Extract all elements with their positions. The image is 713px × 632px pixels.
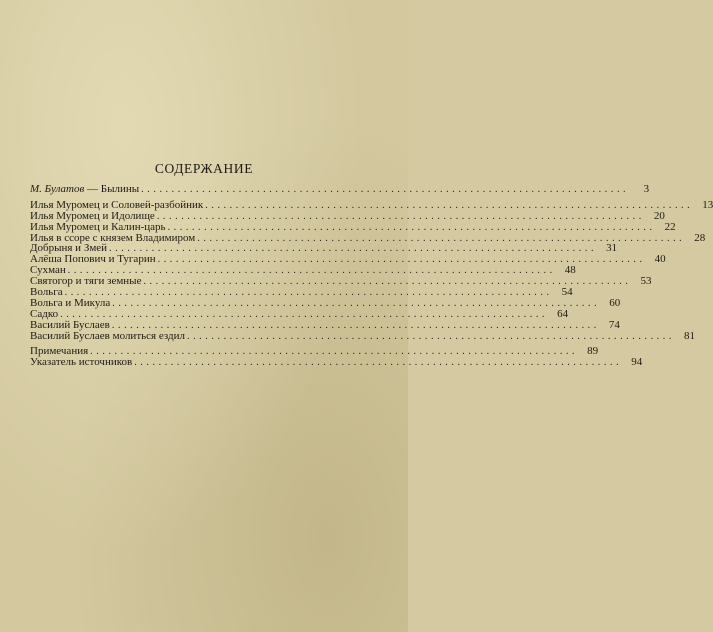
entry-title: Илья в ссоре с князем Владимиром [30,231,196,244]
page-number: 60 [609,296,621,309]
dot-leader: ................................................................................ [143,276,632,288]
dot-leader: ................................................................................ [186,330,675,342]
entry-title: Святогор и тяги земные [30,275,142,288]
toc-entry [30,296,621,309]
page-number: 13 [702,198,713,211]
entry-title: Василий Буслаев [30,318,110,331]
entry-title: Василий Буслаев молиться ездил [30,329,185,342]
table-of-contents [30,183,713,369]
entry-title: Вольга и Микула [30,296,111,309]
dot-leader: ................................................................................ [67,265,556,277]
entry-title: Примечания [30,345,89,358]
dot-leader: ................................................................................ [60,308,549,320]
toc-appendix-entry [30,356,643,369]
dot-leader: ................................................................................ [111,319,600,331]
page-number: 40 [654,253,666,266]
entry-title: Илья Муромец и Калин-царь [30,220,166,233]
page-number: 48 [564,264,576,277]
dot-leader: ................................................................................ [156,210,645,222]
dot-leader: ................................................................................ [157,254,646,266]
entry-title: Добрыня и Змей [30,242,108,255]
page-number: 3 [643,183,650,195]
toc-entry [30,275,652,288]
toc-entry [30,220,676,233]
page-number: 54 [561,286,573,299]
dot-leader: ................................................................................ [64,287,553,299]
entry-title: Вольга [30,286,63,299]
page-number: 53 [640,275,652,288]
dot-leader: ................................................................................ [109,243,598,255]
intro-title: — Былины [84,183,140,195]
entry-title: Указатель источников [30,356,133,369]
toc-entry [30,318,620,331]
dot-leader: ................................................................................ [205,199,694,211]
dot-leader: ................................................................................ [141,184,630,195]
dot-leader: ................................................................................ [197,232,686,244]
entry-title: Сухман [30,264,66,277]
entry-title: Илья Муромец и Соловей-разбойник [30,198,204,211]
author-name: М. Булатов [30,183,85,195]
toc-entry [30,253,666,266]
page-number: 22 [664,220,676,233]
toc-intro-label [30,184,141,195]
dot-leader: ................................................................................ [90,346,579,358]
dot-leader: ................................................................................ [134,357,623,369]
page-title: СОДЕРЖАНИЕ [154,161,254,176]
page-number: 28 [694,231,706,244]
entry-title: Алёша Попович и Тугарин [30,253,156,266]
page-number: 74 [608,318,620,331]
page-number: 20 [653,209,665,222]
dot-leader: ................................................................................ [112,297,601,309]
entry-title: Илья Муромец и Идолище [30,209,155,222]
entry-title: Садко [30,307,59,320]
page-number: 94 [631,356,643,369]
dot-leader: ................................................................................ [167,221,656,233]
toc-entry [30,329,695,342]
toc-intro-row [30,183,650,195]
page-number: 64 [557,307,569,320]
page-number: 89 [587,345,599,358]
page-number: 31 [606,242,618,255]
page-number: 81 [683,329,695,342]
